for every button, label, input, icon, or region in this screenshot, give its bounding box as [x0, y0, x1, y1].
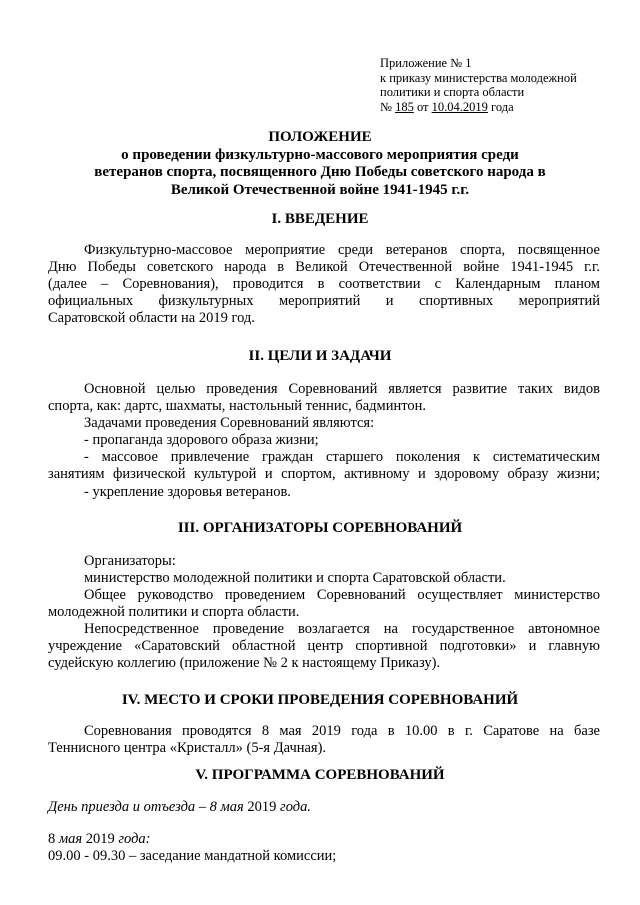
title-line-2: о проведении физкультурно-массового мероприятия среди — [121, 146, 519, 163]
section-heading-program: V. ПРОГРАММА СОРЕВНОВАНИЙ — [195, 767, 445, 783]
day-tail: года: — [114, 831, 151, 847]
order-number: 185 — [395, 99, 414, 114]
appendix-line-2: к приказу министерства молодежной — [380, 70, 577, 85]
intro-line: Саратовской области на 2019 год. — [48, 310, 255, 326]
place-line: Теннисного центра «Кристалл» (5-я Дачная). — [48, 740, 327, 756]
goals-line: Задачами проведения Соревнований являются: — [84, 415, 375, 431]
arrival-tail: года. — [276, 799, 311, 815]
goals-line: занятиям физической культурой и спортом, активному и здоровому образу жизни; — [48, 466, 600, 482]
day-line — [48, 831, 600, 848]
title-line-3: ветеранов спорта, посвященного Дню Победы советского народа в — [94, 164, 546, 180]
organizers-line: министерство молодежной политики и спорта Саратовской области. — [84, 570, 506, 586]
order-date: 10.04.2019 — [431, 99, 488, 114]
intro-line: Физкультурно-массовое мероприятие среди ветеранов спорта, посвященное — [84, 242, 600, 258]
organizers-line: Организаторы: — [84, 553, 176, 569]
appendix-block — [380, 56, 577, 114]
arrival-label: День приезда и отъезда – 8 мая — [48, 799, 248, 815]
title-line-4: Великой Отечественной войне 1941-1945 г.г. — [170, 181, 470, 198]
document-title — [0, 129, 640, 199]
day-number: 8 — [48, 831, 59, 847]
arrival-year: 2019 — [247, 799, 277, 815]
order-no-prefix: № — [380, 99, 396, 114]
goals-line: - пропаганда здорового образа жизни; — [84, 432, 319, 448]
day-year: 2019 — [85, 831, 115, 847]
day-month: мая — [58, 831, 86, 847]
appendix-line-3: политики и спорта области — [380, 85, 525, 99]
section-heading-place-dates: IV. МЕСТО И СРОКИ ПРОВЕДЕНИЯ СОРЕВНОВАНИЙ — [121, 692, 519, 708]
organizers-line: Непосредственное проведение возлагается на государственное автономное — [84, 621, 600, 637]
order-from-word: от — [413, 99, 432, 114]
organizers-line: судейскую коллегию (приложение № 2 к настоящему Приказу). — [48, 655, 441, 671]
goals-line: - укрепление здоровья ветеранов. — [84, 484, 291, 500]
section-heading-goals: II. ЦЕЛИ И ЗАДАЧИ — [248, 348, 392, 364]
order-year-word: года — [487, 99, 514, 114]
appendix-line-1: Приложение № 1 — [380, 56, 472, 70]
schedule-item: 09.00 - 09.30 – заседание мандатной комиссии; — [48, 848, 337, 864]
goals-line: спорта, как: дартс, шахматы, настольный теннис, бадминтон. — [48, 398, 427, 414]
title-line-1: ПОЛОЖЕНИЕ — [268, 129, 372, 145]
goals-line: - массовое привлечение граждан старшего поколения к систематическим — [84, 449, 600, 465]
intro-line: официальных физкультурных мероприятий и спортивных мероприятий — [48, 293, 600, 309]
appendix-order-line — [380, 100, 577, 115]
organizers-line: учреждение «Саратовский областной центр спортивной подготовки» и главную — [48, 638, 600, 654]
section-heading-introduction: I. ВВЕДЕНИЕ — [271, 211, 369, 227]
arrival-line — [48, 799, 600, 816]
organizers-line: Общее руководство проведением Соревнований осуществляет министерство — [84, 587, 600, 603]
intro-line: (далее – Соревнования), проводится в соответствии с Календарным планом — [48, 276, 600, 292]
place-line: Соревнования проводятся 8 мая 2019 года в 10.00 в г. Саратове на базе — [84, 723, 600, 739]
intro-line: Дню Победы советского народа в Великой Отечественной войне 1941-1945 г.г. — [48, 259, 600, 275]
organizers-line: молодежной политики и спорта области. — [48, 604, 300, 620]
goals-line: Основной целью проведения Соревнований является развитие таких видов — [84, 381, 600, 397]
section-heading-organizers: III. ОРГАНИЗАТОРЫ СОРЕВНОВАНИЙ — [177, 520, 463, 536]
